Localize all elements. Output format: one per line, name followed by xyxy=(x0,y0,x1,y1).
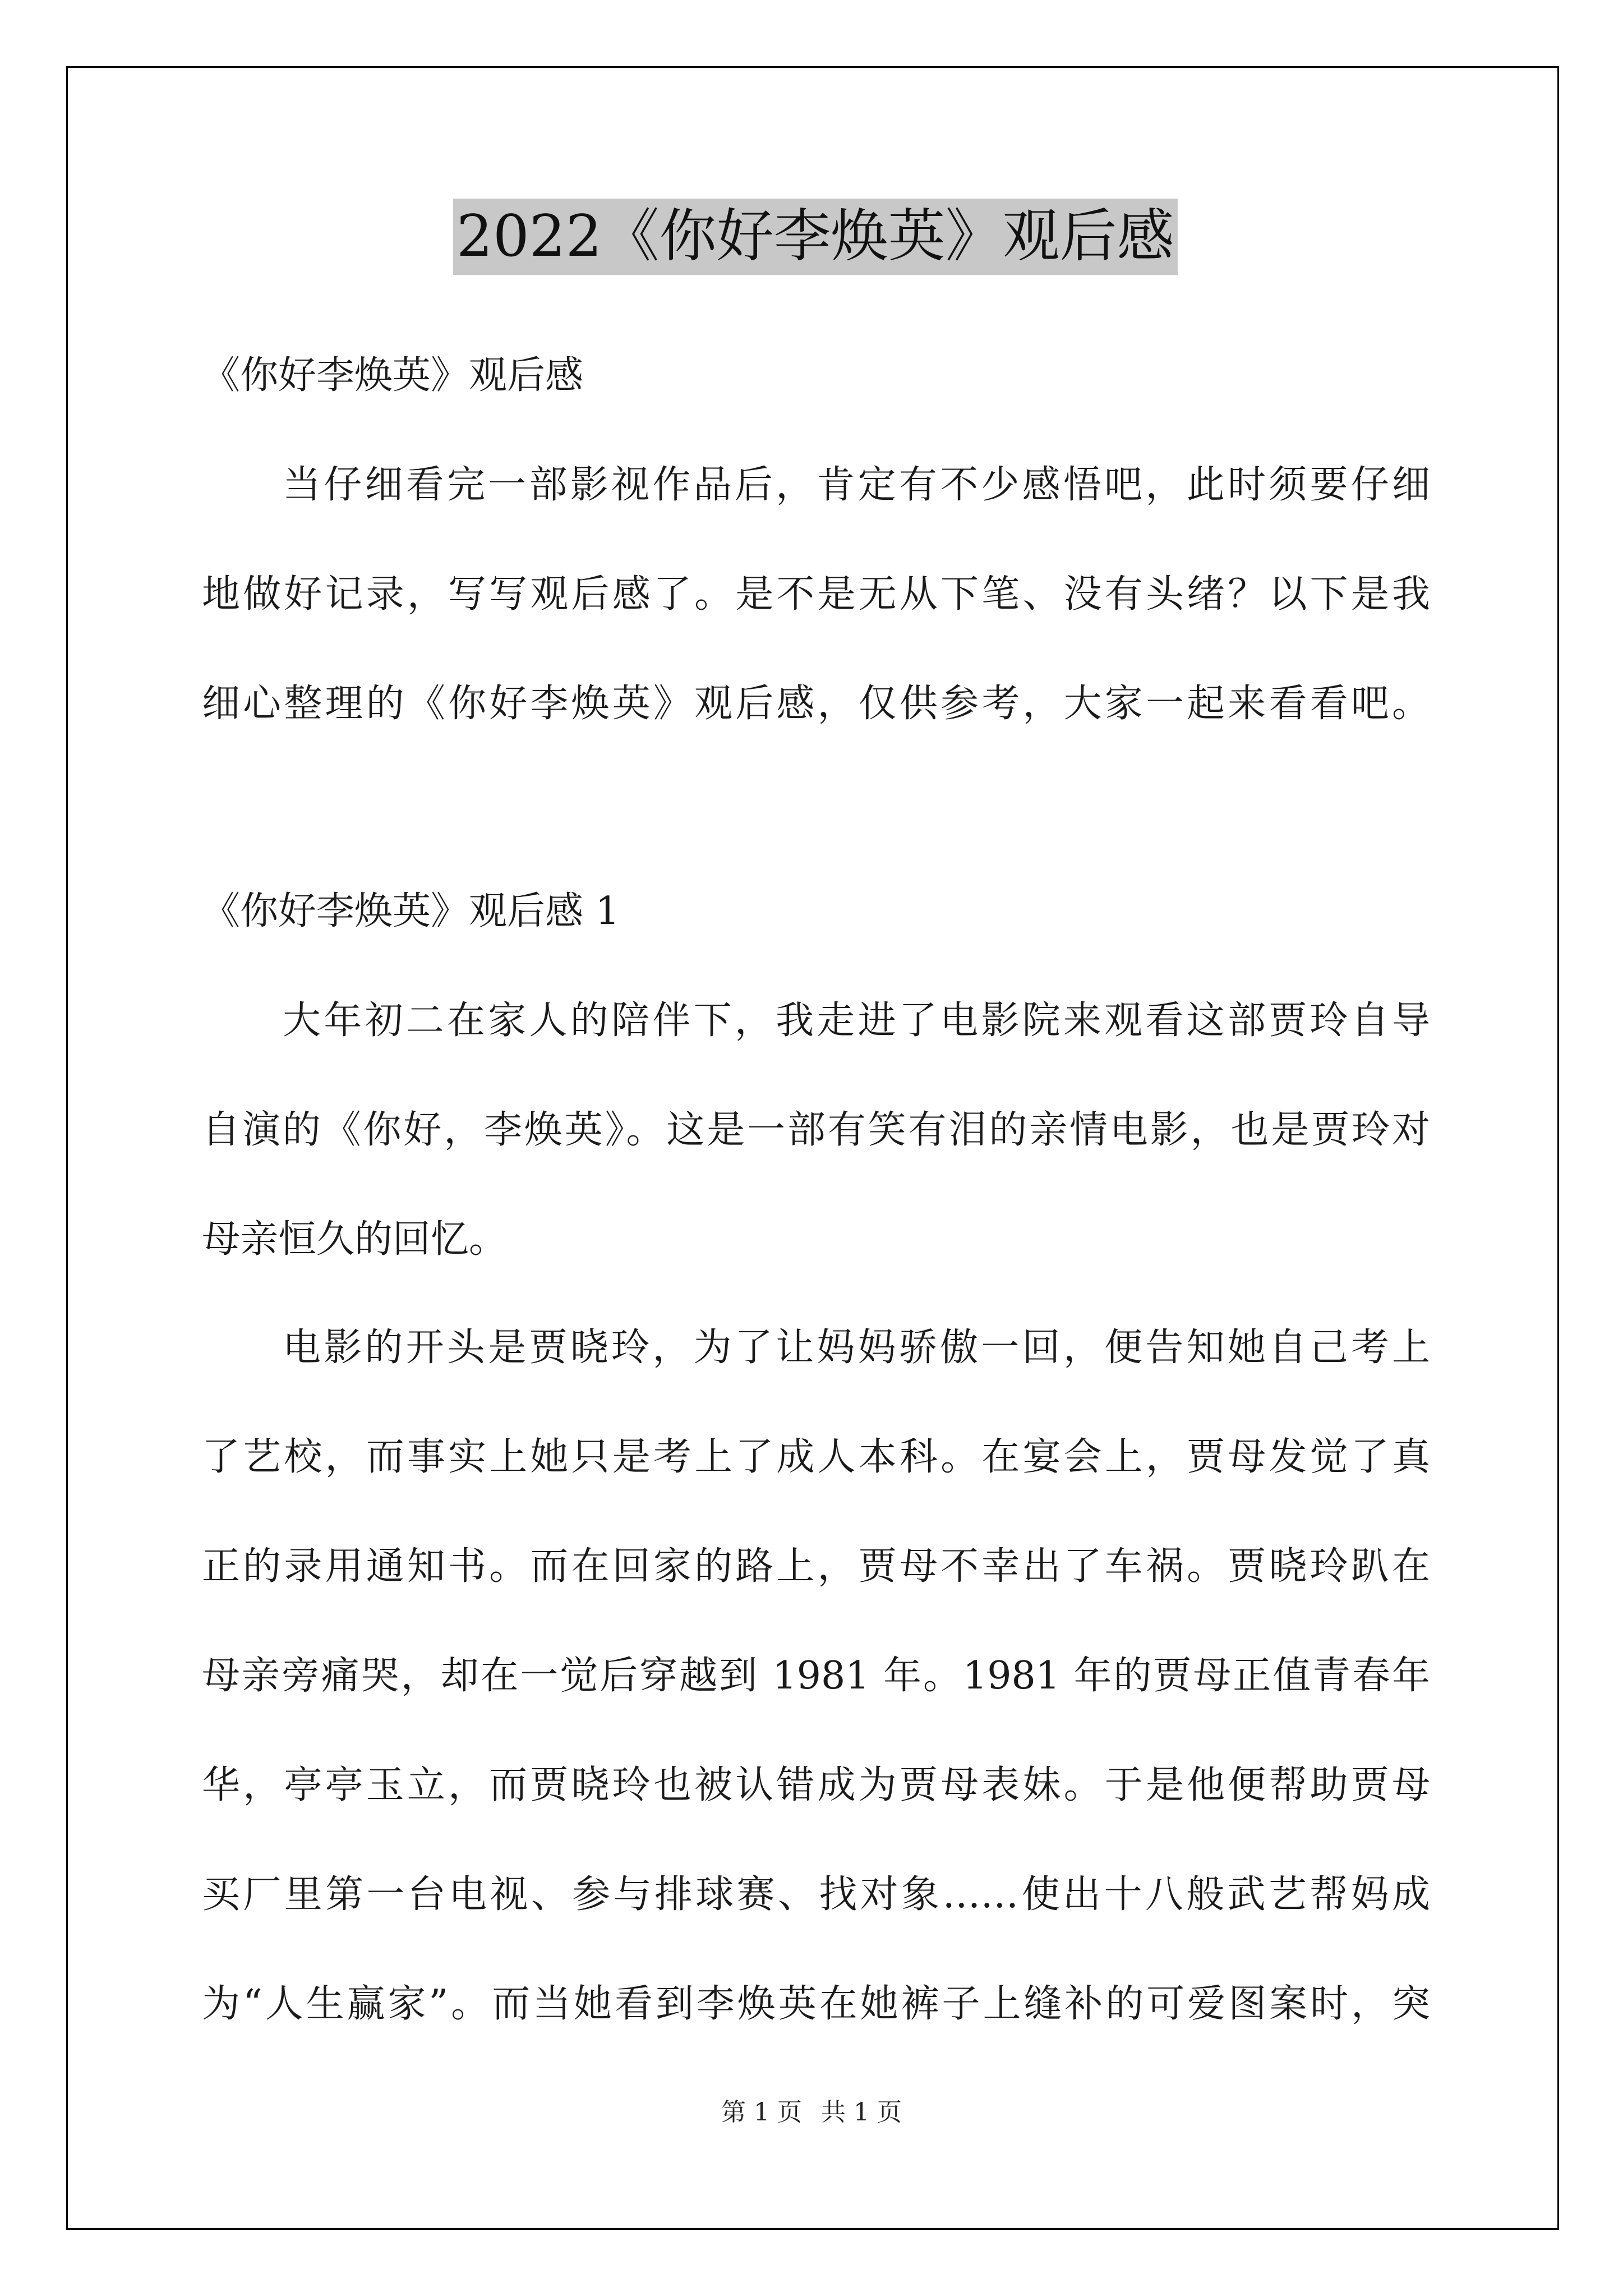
document-title: 2022《你好李焕英》观后感 xyxy=(453,199,1178,275)
para1-line-3: 母亲恒久的回忆。 xyxy=(202,1217,508,1262)
section-heading-1: 《你好李焕英》观后感 1 xyxy=(202,889,620,933)
para1-line-2: 自演的《你好，李焕英》。这是一部有笑有泪的亲情电影，也是贾玲对 xyxy=(202,1108,1430,1152)
para2-line-5: 华，亭亭玉立，而贾晓玲也被认错成为贾母表妹。于是他便帮助贾母 xyxy=(202,1763,1430,1807)
para2-line-4: 母亲旁痛哭，却在一觉后穿越到 1981 年。1981 年的贾母正值青春年 xyxy=(202,1654,1430,1698)
para2-line-1: 电影的开头是贾晓玲，为了让妈妈骄傲一回，便告知她自己考上 xyxy=(283,1326,1430,1370)
page-footer xyxy=(0,2096,1623,2129)
para2-line-2: 了艺校，而事实上她只是考上了成人本科。在宴会上，贾母发觉了真 xyxy=(202,1435,1430,1479)
para2-line-3: 正的录用通知书。而在回家的路上，贾母不幸出了车祸。贾晓玲趴在 xyxy=(202,1544,1430,1589)
intro-line-3: 细心整理的《你好李焕英》观后感，仅供参考，大家一起来看看吧。 xyxy=(202,682,1430,726)
intro-heading: 《你好李焕英》观后感 xyxy=(202,353,584,398)
intro-line-1: 当仔细看完一部影视作品后，肯定有不少感悟吧，此时须要仔细 xyxy=(283,463,1430,507)
para2-line-6: 买厂里第一台电视、参与排球赛、找对象……使出十八般武艺帮妈成 xyxy=(202,1872,1430,1917)
page-total: 共 1 页 xyxy=(821,2098,902,2127)
intro-line-2: 地做好记录，写写观后感了。是不是无从下笔、没有头绪？以下是我 xyxy=(202,572,1430,616)
para2-line-7: 为“人生赢家”。而当她看到李焕英在她裤子上缝补的可爱图案时，突 xyxy=(202,1982,1430,2026)
para1-line-1: 大年初二在家人的陪伴下，我走进了电影院来观看这部贾玲自导 xyxy=(283,999,1430,1043)
page-number: 第 1 页 xyxy=(721,2098,802,2127)
